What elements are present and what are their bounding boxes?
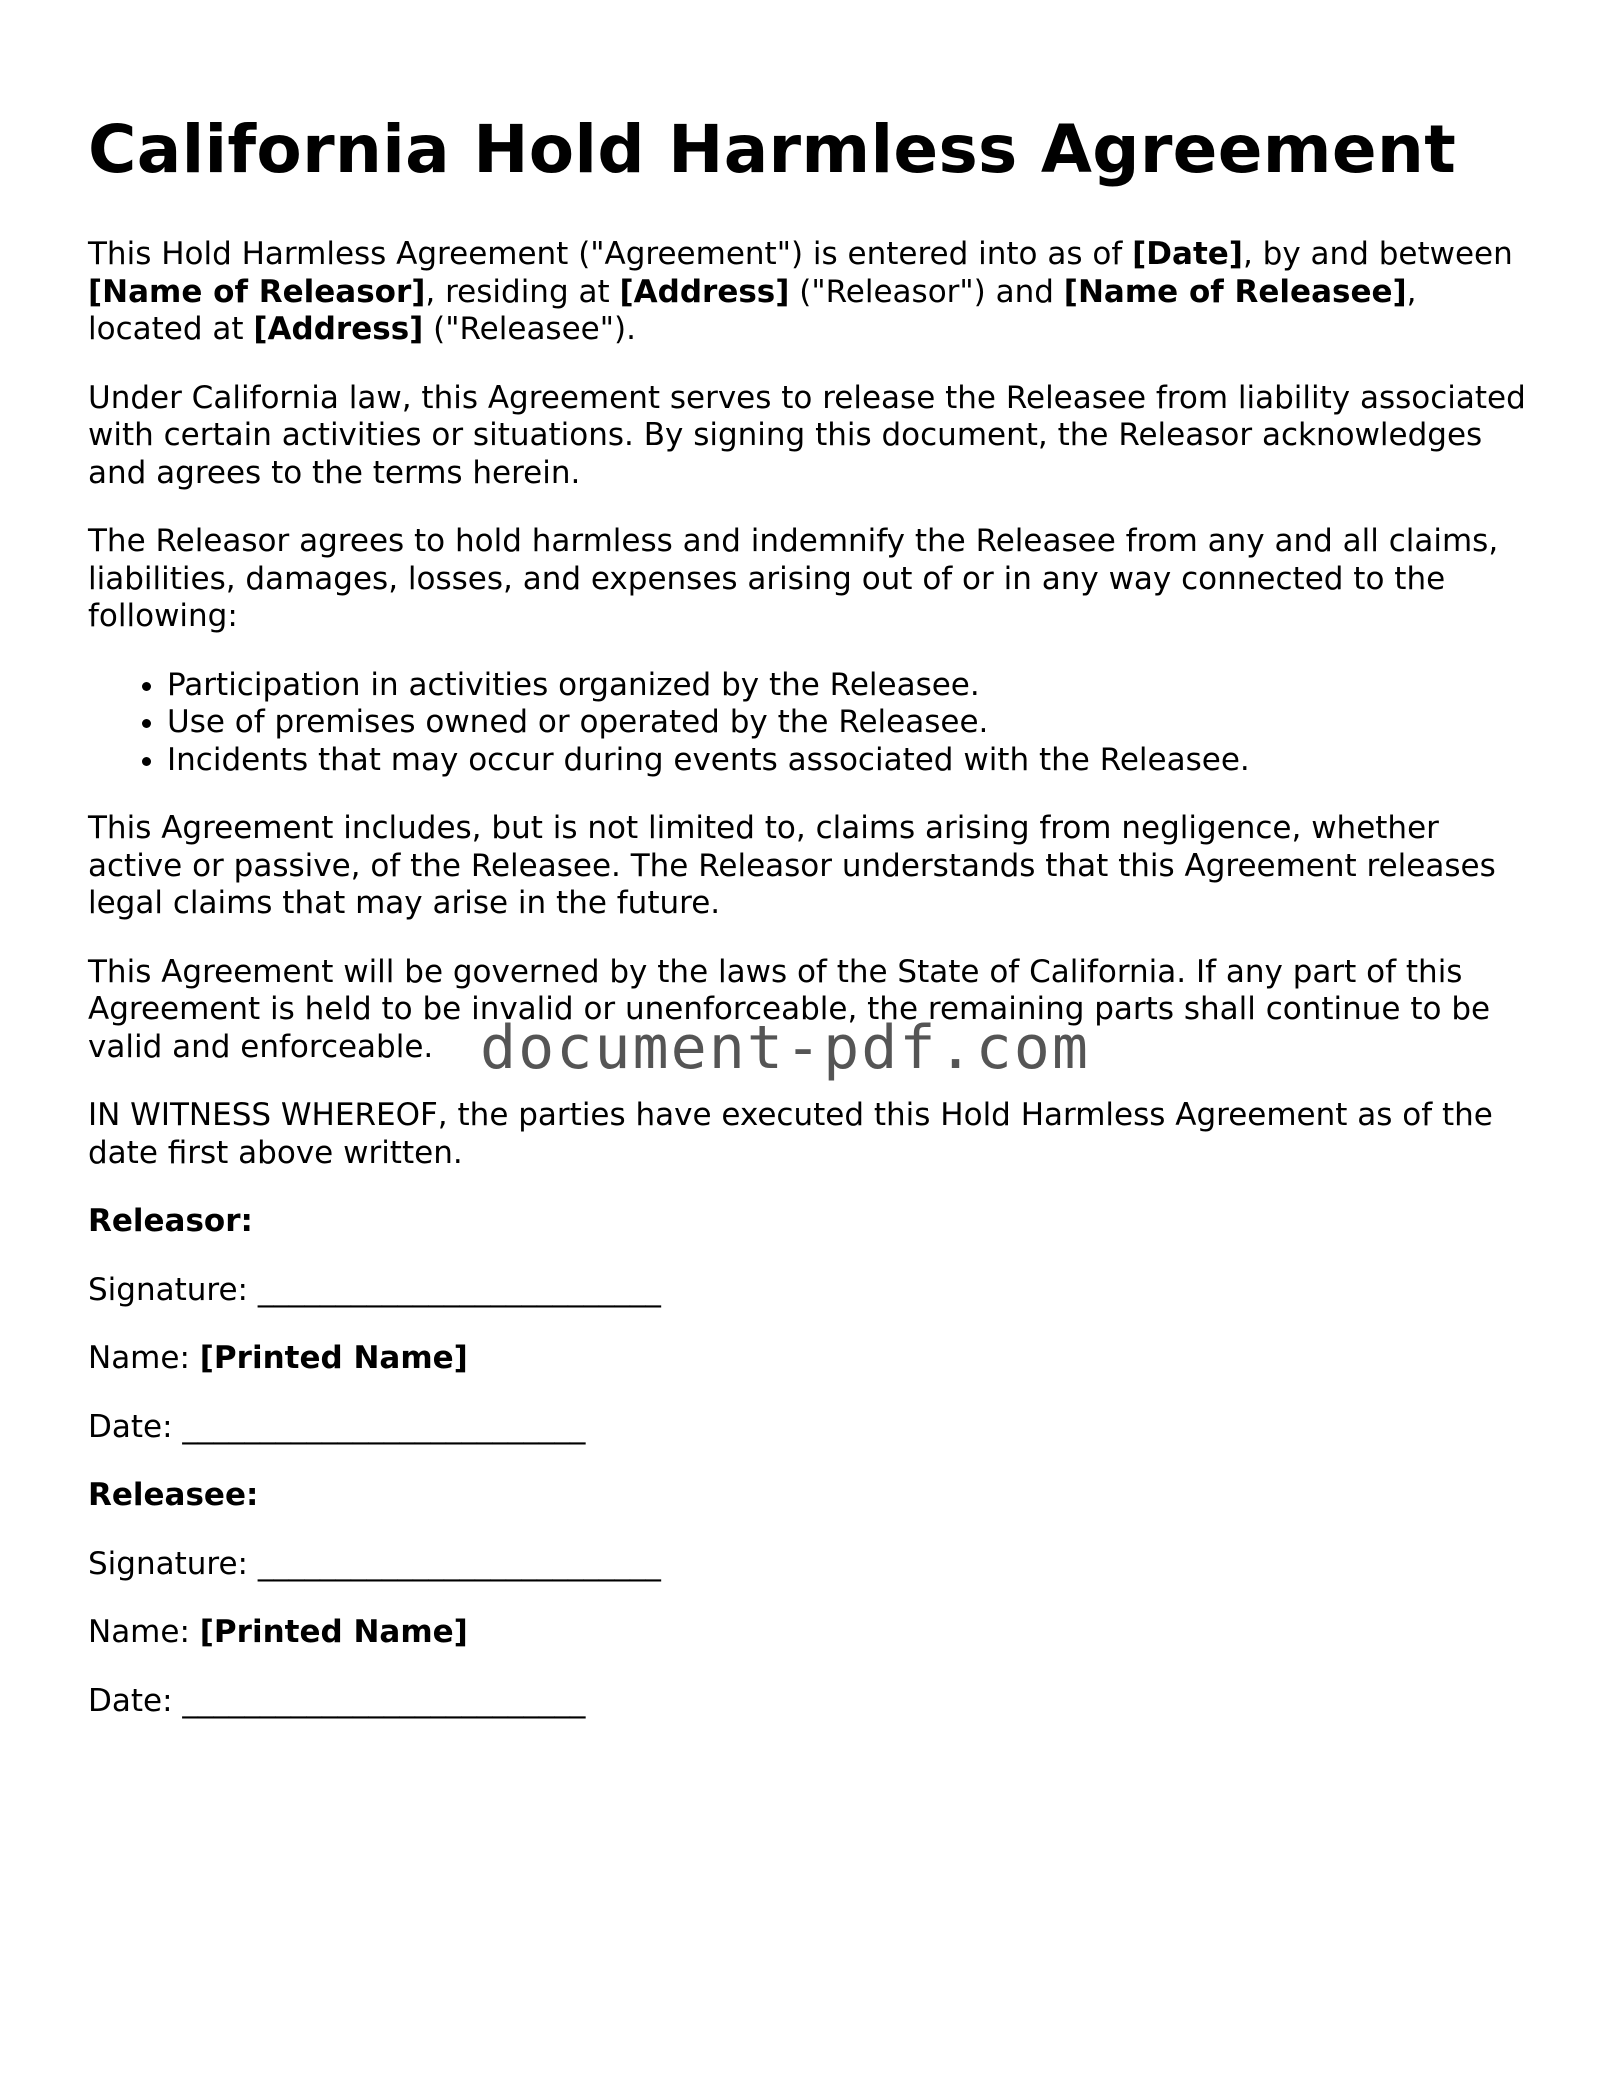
list-item: • Incidents that may occur during events associated with the Releasee. bbox=[167, 742, 1528, 780]
intro-text: ("Releasee"). bbox=[423, 311, 636, 347]
date-placeholder: [Date] bbox=[1132, 236, 1243, 272]
releasee-signature-field bbox=[88, 1546, 1528, 1584]
releasor-date-field bbox=[88, 1409, 1528, 1447]
releasor-signature-field bbox=[88, 1272, 1528, 1310]
witness-paragraph: IN WITNESS WHEREOF, the parties have executed this Hold Harmless Agreement as of the date first above written. bbox=[88, 1097, 1493, 1171]
intro-text: , located at bbox=[88, 273, 1417, 347]
document-title: California Hold Harmless Agreement bbox=[88, 111, 1457, 188]
indemnify-paragraph: The Releasor agrees to hold harmless and indemnify the Releasee from any and all claims, liabilities, damages, losses, and expenses arising out of or in any way connected to the following: bbox=[88, 523, 1499, 634]
signature-label: Signature: bbox=[88, 1271, 258, 1308]
law-paragraph: Under California law, this Agreement serves to release the Releasee from liability associated with certain activities or situations. By signing this document, the Releasor acknowledges and agrees to the terms herein. bbox=[88, 379, 1526, 491]
list-item: • Use of premises owned or operated by the Releasee. bbox=[167, 704, 1528, 742]
releasor-section-heading bbox=[88, 1203, 1528, 1241]
releasor-heading: Releasor: bbox=[88, 1203, 253, 1239]
date-label: Date: bbox=[88, 1682, 183, 1719]
name-label: Name: bbox=[88, 1614, 200, 1650]
date-line: __________________________ bbox=[182, 1682, 586, 1719]
intro-text: ("Releasor") and bbox=[789, 273, 1064, 310]
releasor-address-placeholder: [Address] bbox=[619, 273, 790, 310]
governing-law-paragraph: This Agreement will be governed by the laws of the State of California. If any part of this Agreement is held to be invalid or unenforceable, the remaining parts shall continue to be valid and enforceable. bbox=[88, 953, 1491, 1065]
date-label: Date: bbox=[88, 1408, 183, 1445]
releasee-date-field bbox=[88, 1683, 1528, 1721]
intro-paragraph bbox=[88, 236, 1528, 349]
releasee-address-placeholder: [Address] bbox=[253, 311, 424, 347]
intro-text: , by and between bbox=[1242, 236, 1513, 272]
watermark: document-pdf.com bbox=[480, 1013, 1090, 1083]
printed-name-placeholder: [Printed Name] bbox=[199, 1340, 468, 1376]
intro-text: This Hold Harmless Agreement ("Agreement") is entered into as of bbox=[88, 236, 1133, 272]
signature-line: __________________________ bbox=[257, 1545, 661, 1582]
negligence-paragraph: This Agreement includes, but is not limited to, claims arising from negligence, whether active or passive, of the Releasee. The Releasor understands that this Agreement releases legal claims that may arise in the future. bbox=[88, 810, 1496, 921]
intro-text: , residing at bbox=[425, 273, 620, 310]
name-label: Name: bbox=[88, 1340, 200, 1376]
releasee-name-placeholder: [Name of Releasee] bbox=[1063, 273, 1407, 310]
list-item: • Participation in activities organized by the Releasee. bbox=[167, 667, 1528, 705]
date-line: __________________________ bbox=[182, 1408, 586, 1445]
document-page bbox=[88, 0, 1528, 1720]
signature-label: Signature: bbox=[88, 1545, 258, 1582]
releasee-name-field bbox=[88, 1614, 1528, 1652]
releasor-name-placeholder: [Name of Releasor] bbox=[88, 273, 426, 310]
releasee-section-heading bbox=[88, 1477, 1528, 1515]
covered-activities-list bbox=[88, 667, 1528, 780]
printed-name-placeholder: [Printed Name] bbox=[199, 1614, 468, 1650]
releasor-name-field bbox=[88, 1340, 1528, 1378]
releasee-heading: Releasee: bbox=[88, 1477, 259, 1513]
signature-line: __________________________ bbox=[257, 1271, 661, 1308]
